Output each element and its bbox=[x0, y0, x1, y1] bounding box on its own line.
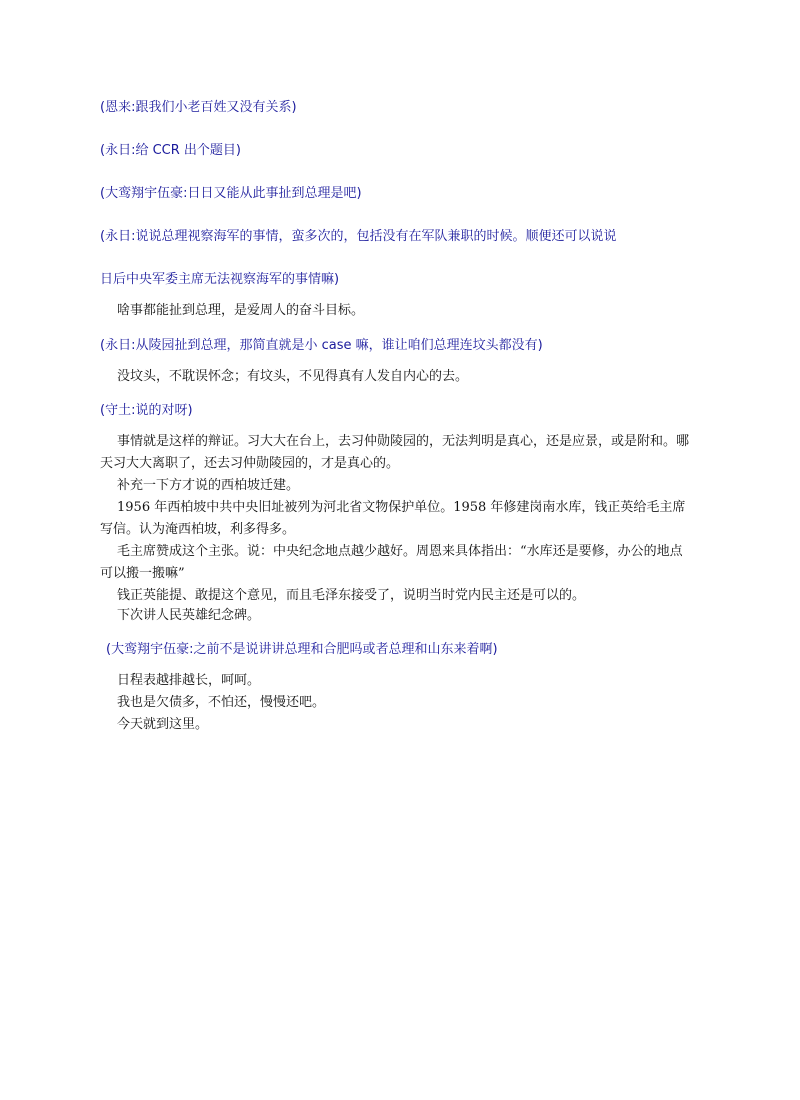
comment-yongri-navy-line2: 日后中央军委主席无法视察海军的事情嘛) bbox=[100, 272, 340, 287]
paragraph-dialectic: 事情就是这样的辩证。习大大在台上，去习仲勋陵园的，无法判明是真心，还是应景，或是附和。哪天习大大离职了，还去习仲勋陵园的，才是真心的。 bbox=[100, 434, 690, 471]
paragraph-next: 下次讲人民英雄纪念碑。 bbox=[117, 608, 261, 623]
paragraph-supplement: 补充一下方才说的西柏坡迁建。 bbox=[117, 478, 300, 493]
comment-daluan-2: (大鸾翔宇伍豪:之前不是说讲讲总理和合肥吗或者总理和山东来着啊) bbox=[106, 642, 498, 657]
comment-daluan-1: (大鸾翔宇伍豪:日日又能从此事扯到总理是吧) bbox=[100, 186, 362, 201]
paragraph-debt: 我也是欠债多，不怕还，慢慢还吧。 bbox=[117, 695, 326, 710]
paragraph-1956: 1956 年西柏坡中共中央旧址被列为河北省文物保护单位。1958 年修建岗南水库，钱正英给毛主席写信。认为淹西柏坡，利多得多。 bbox=[100, 500, 686, 537]
paragraph-qian: 钱正英能提、敢提这个意见，而且毛泽东接受了，说明当时党内民主还是可以的。 bbox=[117, 588, 586, 603]
paragraph-mao: 毛主席赞成这个主张。说：中央纪念地点越少越好。周恩来具体指出：“水库还是要修，办公的地点可以搬一搬嘛” bbox=[100, 544, 683, 581]
paragraph-end: 今天就到这里。 bbox=[117, 717, 209, 732]
paragraph-goal: 啥事都能扯到总理，是爱周人的奋斗目标。 bbox=[117, 303, 365, 318]
comment-yongri-cemetery: (永日:从陵园扯到总理，那简直就是小 case 嘛，谁让咱们总理连坟头都没有) bbox=[100, 338, 543, 353]
comment-shoutu: (守土:说的对呀) bbox=[100, 403, 193, 418]
paragraph-tomb: 没坟头，不耽误怀念；有坟头，不见得真有人发自内心的去。 bbox=[117, 369, 469, 384]
paragraph-schedule: 日程表越排越长，呵呵。 bbox=[117, 673, 261, 688]
comment-yongri-navy-line1: (永日:说说总理视察海军的事情，蛮多次的，包括没有在军队兼职的时候。顺便还可以说说 bbox=[100, 229, 617, 244]
comment-yongri-ccr: (永日:给 CCR 出个题目) bbox=[100, 143, 241, 158]
comment-enlai: (恩来:跟我们小老百姓又没有关系) bbox=[100, 100, 297, 115]
